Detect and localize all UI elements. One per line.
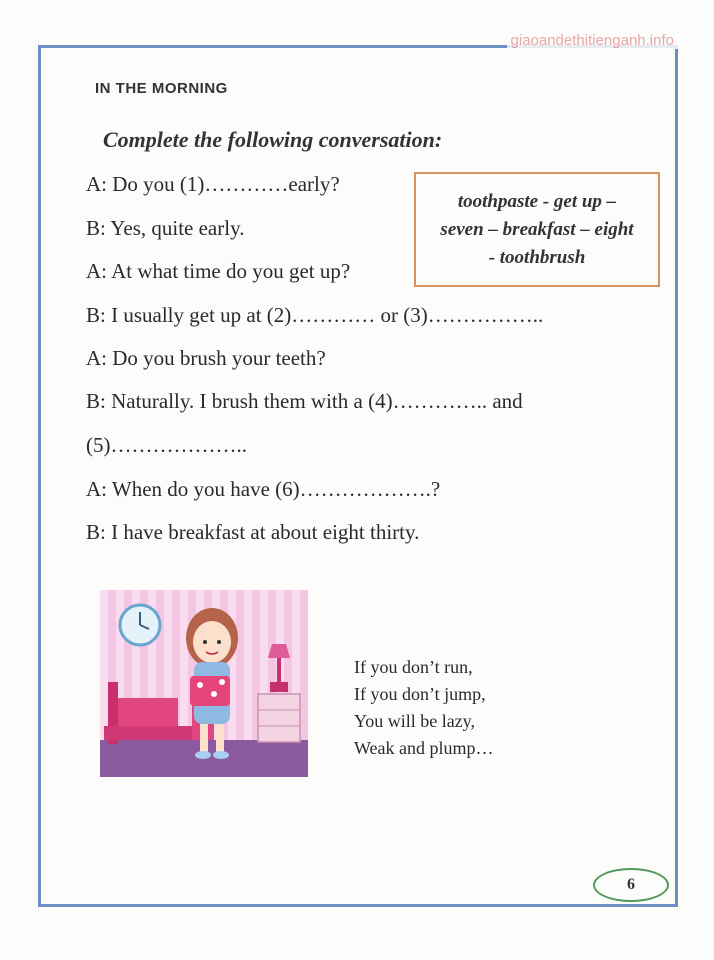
exercise-instruction: Complete the following conversation:: [103, 127, 443, 152]
poem-line: Weak and plump…: [354, 738, 494, 758]
poem-line: You will be lazy,: [354, 711, 475, 731]
poem-line: If you don’t jump,: [354, 684, 486, 704]
conversation-line: A: When do you have (6)……………….?: [86, 477, 441, 501]
watermark: giaoandethitienganh.info: [507, 32, 678, 49]
section-title: IN THE MORNING: [95, 80, 228, 97]
conversation-line: A: At what time do you get up?: [86, 259, 351, 283]
conversation-line: (5)………………..: [86, 433, 247, 457]
page-number: 6: [593, 868, 669, 902]
word-bank-line: - toothbrush: [488, 247, 586, 268]
conversation-line: B: I have breakfast at about eight thirty.: [86, 520, 420, 544]
clock-icon: [120, 605, 160, 645]
conversation-line: A: Do you (1)…………early?: [86, 172, 340, 196]
word-bank-box: [414, 172, 660, 287]
conversation-line: B: I usually get up at (2)………… or (3)……………..: [86, 303, 544, 327]
conversation-line: B: Naturally. I brush them with a (4)………….. and: [86, 389, 523, 413]
word-bank-line: seven – breakfast – eight: [440, 219, 634, 240]
conversation-line: B: Yes, quite early.: [86, 216, 245, 240]
girl-bedroom-illustration: [100, 590, 308, 777]
word-bank-line: toothpaste - get up –: [457, 191, 617, 212]
conversation-line: A: Do you brush your teeth?: [86, 346, 326, 370]
poem-line: If you don’t run,: [354, 657, 473, 677]
poem: [354, 654, 494, 762]
